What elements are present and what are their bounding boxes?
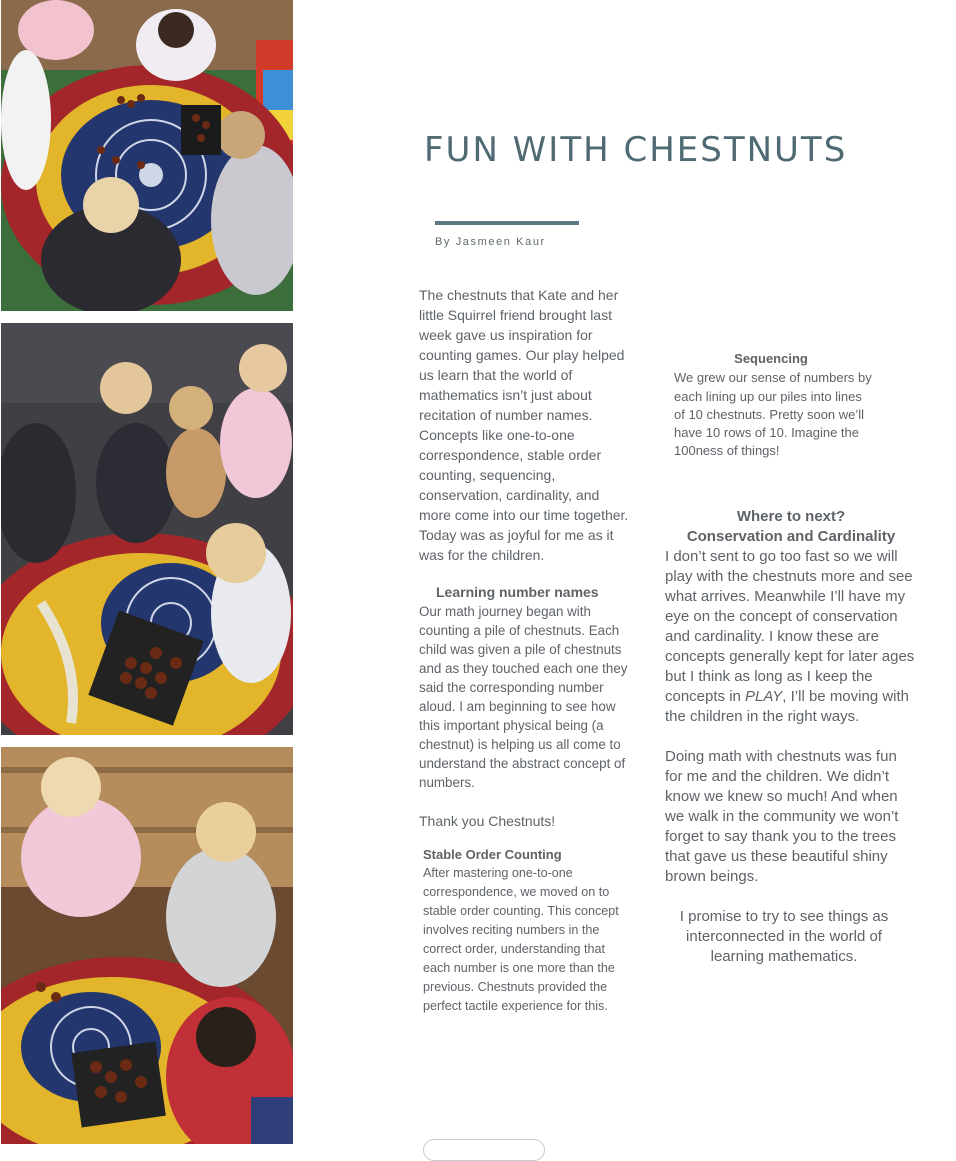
classroom-photo-middle — [1, 323, 293, 735]
classroom-photo-bottom — [1, 747, 293, 1144]
where-next-paragraph — [665, 547, 917, 727]
where-next-heading: Where to next? — [736, 508, 846, 525]
stable-order-heading: Stable Order Counting — [423, 847, 562, 862]
sequencing-paragraph: We grew our sense of numbers by each lining up our piles into lines of 10 chestnuts. Pretty soon we’ll have 10 rows of 10. Imagine the 100ness of things! — [674, 370, 872, 459]
article-title: FUN WITH CHESTNUTS — [424, 130, 848, 170]
thanks-line: Thank you Chestnuts! — [419, 813, 556, 829]
reflection-paragraph: Doing math with chestnuts was fun for me and the children. We didn’t know we knew so much! And when we walk in the community we won’t forget to say thank you to the trees that gave us these beautiful shiny brown beings. — [665, 748, 899, 885]
left-text-column — [419, 285, 631, 1016]
stable-order-section — [423, 845, 623, 1016]
title-rule — [435, 221, 579, 225]
sequencing-heading: Sequencing — [734, 351, 808, 366]
where-next-text-end: , I’ll be moving with the children in the right ways. — [665, 688, 910, 725]
intro-paragraph: The chestnuts that Kate and her little Squirrel friend brought last week gave us inspiration for counting games. Our play helped us learn that the world of mathematics isn’t just about recitation of number names. Concepts like one-to-one correspondence, stable order counting, sequencing, conservation, cardinality, and more come into our time together. Today was as joyful for me as it was for the children. — [419, 287, 629, 563]
classroom-photo-top — [1, 0, 293, 311]
stable-order-paragraph: After mastering one-to-one correspondence, we moved on to stable order counting. This concept involves reciting numbers in the correct order, understanding that each number is one more than the previous. Chestnuts provided the perfect tactile experience for this. — [423, 866, 619, 1013]
closing-paragraph: I promise to try to see things as interconnected in the world of learning mathematics. — [679, 908, 889, 965]
conservation-heading: Conservation and Cardinality — [686, 528, 896, 545]
where-next-section — [665, 507, 917, 967]
play-emphasis: PLAY — [745, 688, 783, 705]
bottom-pill-outline — [423, 1139, 545, 1161]
number-names-paragraph: Our math journey began with counting a pile of chestnuts. Each child was given a pile of chestnuts and as they touched each one they said the corresponding number aloud. I am beginning to see how this important physical being (a chestnut) is helping us all come to understand the abstract concept of numbers. — [419, 604, 628, 790]
sequencing-section — [674, 350, 874, 461]
author-byline: By Jasmeen Kaur — [435, 236, 546, 248]
where-next-text-start: I don’t sent to go too fast so we will play with the chestnuts more and see what arrives. Meanwhile I’ll have my eye on the concept of conservation and cardinality. I know these are concepts generally kept for later ages but I think as long as I keep the concepts in — [665, 548, 915, 705]
number-names-heading: Learning number names — [436, 584, 599, 600]
